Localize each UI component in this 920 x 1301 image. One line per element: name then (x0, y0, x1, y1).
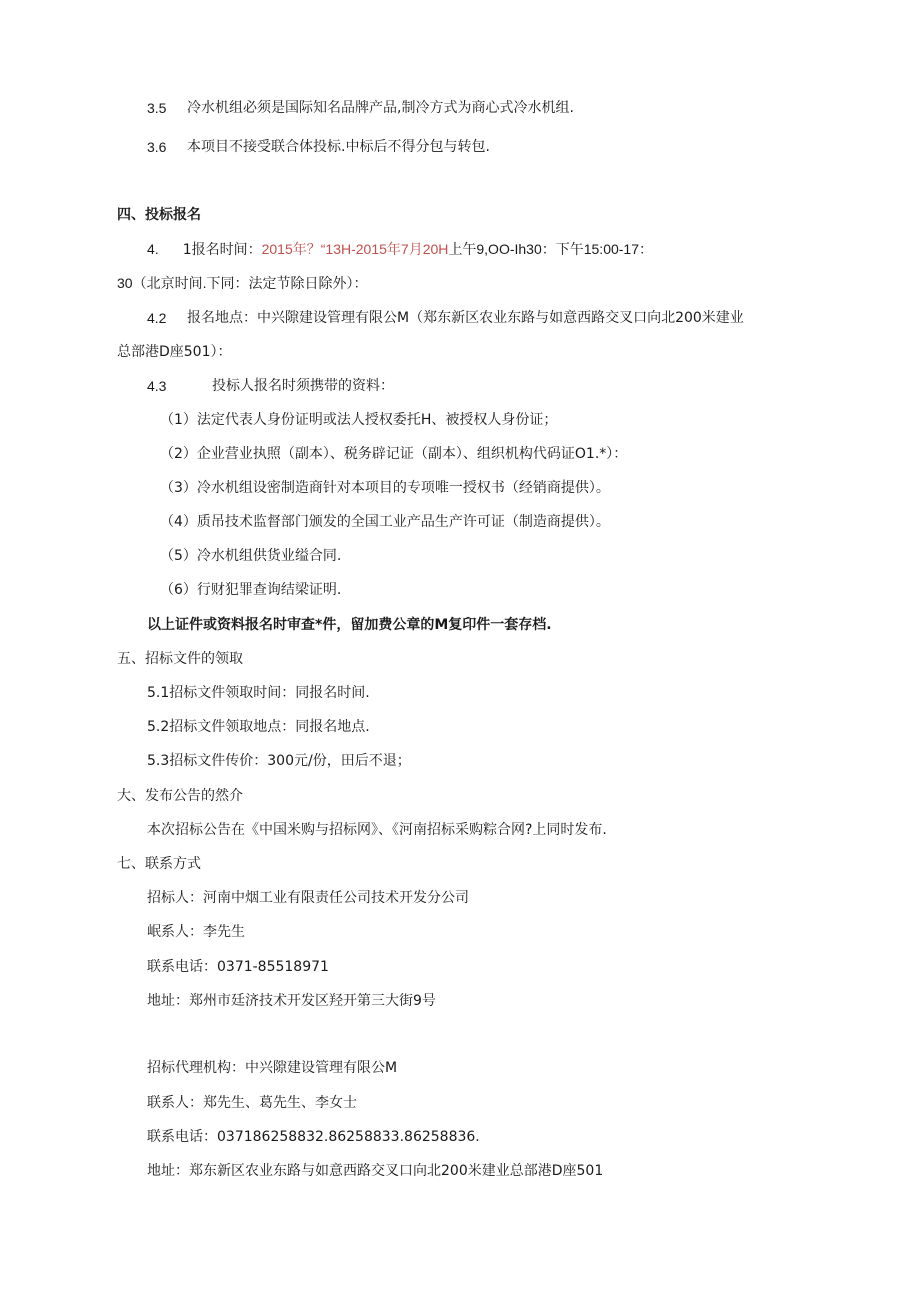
tenderer-contact: 岷系人：李先生 (147, 924, 245, 940)
item-4-1-continuation: 30（北京时间.下同：法定节除日除外）： (117, 275, 368, 291)
section-7-heading: 七、联系方式 (117, 856, 201, 872)
item-4-3-number: 4.3 (147, 378, 167, 394)
item-5-2: 5.2招标文件领取地点：同报名地点. (147, 719, 370, 735)
agency-name: 招标代理机构：中兴隙建设管理有限公M (147, 1060, 398, 1076)
item-5-1: 5.1招标文件领取时间：同报名时间. (147, 685, 370, 701)
doc-list-item: （5）冷水机组供货业缢合同. (160, 548, 342, 564)
item-3-6-number: 3.6 (147, 139, 167, 155)
documents-note: 以上证件或资料报名时审查*件，留加费公章的M复印件一套存档. (147, 617, 552, 633)
item-4-1-label: 1报名时间： (182, 242, 262, 258)
tenderer-phone: 联系电话：0371-85518971 (147, 959, 329, 975)
item-3-6-text: 本项目不接受联合体投标.中标后不得分包与转包. (187, 139, 490, 155)
agency-phone: 联系电话：037186258832.86258833.86258836. (147, 1129, 480, 1145)
item-3-5-number: 3.5 (147, 100, 167, 116)
agency-contact: 联系人：郑先生、葛先生、李女士 (147, 1095, 357, 1111)
registration-date-range: 2015年？“13H-2015年7月20H (261, 241, 449, 257)
tenderer-address: 地址：郑州市廷济技术开发区羟开第三大街9号 (147, 993, 436, 1009)
item-4-2-continuation: 总部港D座501）： (117, 344, 232, 360)
item-4-1-line (147, 239, 653, 260)
agency-address: 地址：郑东新区农业东路与如意西路交叉口向北200米建业总部港D座501 (147, 1163, 604, 1179)
item-4-1-number: 4. (147, 241, 159, 257)
section-6-text: 本次招标公告在《中国米购与招标网》、《河南招标采购粽合网?上同时发布. (147, 822, 607, 838)
item-3-5-text: 冷水机组必须是国际知名品牌产品,制冷方式为商心式冷水机组. (187, 100, 574, 116)
doc-list-item: （4）质吊技术监督部门颁发的全国工业产品生产许可证（制造商提供）。 (160, 514, 610, 530)
doc-list-item: （1）法定代表人身份证明或法人授权委托H、被授权人身份证； (160, 412, 558, 428)
doc-list-item: （2）企业营业执照（副本）、税务辟记证（副本）、组织机构代码证O1.*）： (160, 446, 628, 462)
section-5-heading: 五、招标文件的领取 (117, 651, 243, 667)
item-4-3-text: 投标人报名时须携带的资料： (212, 378, 394, 394)
item-4-2-text: 报名地点：中兴隙建设管理有限公M（郑东新区农业东路与如意西路交叉口向北200米建业 (187, 310, 744, 326)
section-4-heading: 四、投标报名 (117, 207, 201, 223)
item-5-3: 5.3招标文件传价：300元/份，田后不退； (147, 753, 411, 769)
tenderer-name: 招标人：河南中烟工业有限责任公司技术开发分公司 (147, 890, 469, 906)
item-4-2-number: 4.2 (147, 310, 167, 326)
doc-list-item: （6）行财犯罪查询结梁证明. (160, 582, 342, 598)
item-4-1-hours: 上午9,OO-Ih30：下午15:00-17： (448, 241, 654, 257)
section-6-heading: 大、发布公告的然介 (117, 788, 243, 804)
doc-list-item: （3）冷水机组设密制造商针对本项目的专项唯一授权书（经销商提供）。 (160, 480, 610, 496)
